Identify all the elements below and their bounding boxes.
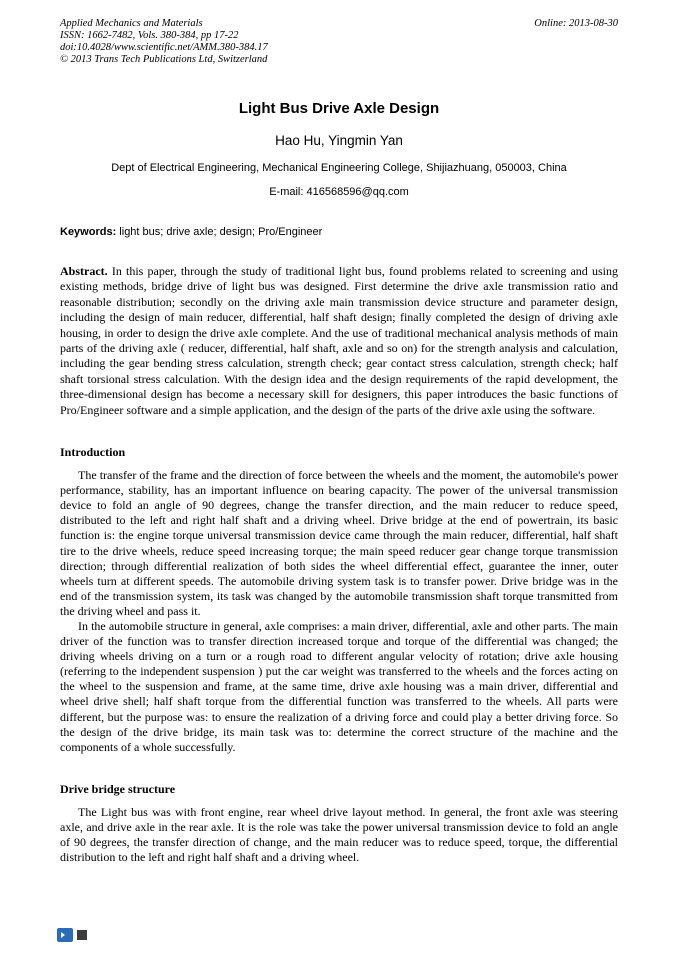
journal-name: Applied Mechanics and Materials	[60, 18, 203, 29]
introduction-paragraph-2: In the automobile structure in general, axle comprises: a main driver, differential, axle and other parts. The main driver of the function was to transfer direction increased torque and torque of the differential was changed; the driving wheels driving on a turn or a rough road to different angular velocity of rotation; drive axle housing (referring to the independent suspension ) put the car weight was transferred to the wheels and the forces acting on the wheel to the suspension and frame, at the same time, drive axle housing was a main driver, differential and wheel drive shell; half shaft torque from the differential function was transferred to the wheels. All parts were different, but the purpose was: to ensure the realization of a driving force and could play a better driving force. So the design of the drive bridge, its main task was to: determine the correct structure of the machine and the components of a whole successfully.	[60, 619, 618, 754]
email-line: E-mail: 416568596@qq.com	[269, 186, 409, 198]
abstract	[60, 264, 618, 418]
issn-line: ISSN: 1662-7482, Vols. 380-384, pp 17-22	[60, 30, 239, 41]
abstract-label: Abstract.	[60, 264, 108, 278]
doi-line: doi:10.4028/www.scientific.net/AMM.380-384.17	[60, 42, 268, 53]
introduction-paragraph-1: The transfer of the frame and the direction of force between the wheels and the moment, the automobile's power performance, stability, has an important influence on bearing capacity. The power of the universal transmission device to fold an angle of 90 degrees, change the transfer direction, and the main reducer to reduce speed, distributed to the left and right half shaft and a driving wheel. Drive bridge at the end of powertrain, its basic function is: the engine torque universal transmission device came through the main reducer, differential, half shaft tire to the drive wheels, reduce speed increasing torque; the main speed reducer gear change torque transmission direction; through differential realization of both sides the wheel differential effect, guarantee the inner, outer wheels turn at different speeds. The automobile driving system task is to transfer power. Drive bridge was in the end of the transmission system, its task was changed by the automobile transmission shaft torque transmitted from the driving wheel and pass it.	[60, 468, 618, 618]
section-heading-drive-bridge-structure: Drive bridge structure	[60, 781, 176, 796]
abstract-text: In this paper, through the study of traditional light bus, found problems related to screening and using existing methods, bridge drive of light bus was designed. First determine the drive axle transmission ratio and reasonable distribution; secondly on the driving axle main transmission device structure and parameter design, including the design of main reducer, differential, half shaft design; finally completed the design of driving axle housing, in order to design the drive axle complete. And the use of traditional mechanical analysis methods of main parts of the driving axle ( reducer, differential, half shaft, axle and so on) for the strength analysis and calculation, including the gear bending stress calculation, strength check; gear contact stress calculation, strength check; half shaft torsional stress calculation. With the design idea and the design requirements of the rapid development, the three-dimensional design has become a necessary skill for designers, this paper introduces the basic functions of Pro/Engineer software and a simple application, and the design of the parts of the drive axle using the software.	[60, 264, 618, 417]
paper-title: Light Bus Drive Axle Design	[238, 100, 440, 117]
journal-header-left	[60, 18, 268, 66]
publisher-logo-icon	[57, 928, 73, 942]
page-footer	[57, 928, 87, 942]
keywords-text: light bus; drive axle; design; Pro/Engineer	[116, 226, 323, 238]
keywords-label: Keywords:	[60, 226, 117, 238]
footer-mark-icon	[77, 930, 87, 940]
section-heading-introduction: Introduction	[60, 445, 126, 460]
online-date: Online: 2013-08-30	[534, 18, 618, 29]
journal-header	[60, 18, 618, 66]
drive-bridge-paragraph-1: The Light bus was with front engine, rear wheel drive layout method. In general, the front axle was steering axle, and drive axle in the rear axle. It is the role was take the power universal transmission device to fold an angle of 90 degrees, the transfer direction of change, and the main reducer was to reduce speed, torque, the differential distribution to the left and right half shaft and a driving wheel.	[60, 804, 618, 865]
keywords-line	[60, 226, 618, 239]
authors: Hao Hu, Yingmin Yan	[275, 133, 403, 148]
affiliation: Dept of Electrical Engineering, Mechanical Engineering College, Shijiazhuang, 050003, China	[111, 162, 567, 174]
copyright-line: © 2013 Trans Tech Publications Ltd, Switzerland	[60, 54, 268, 65]
